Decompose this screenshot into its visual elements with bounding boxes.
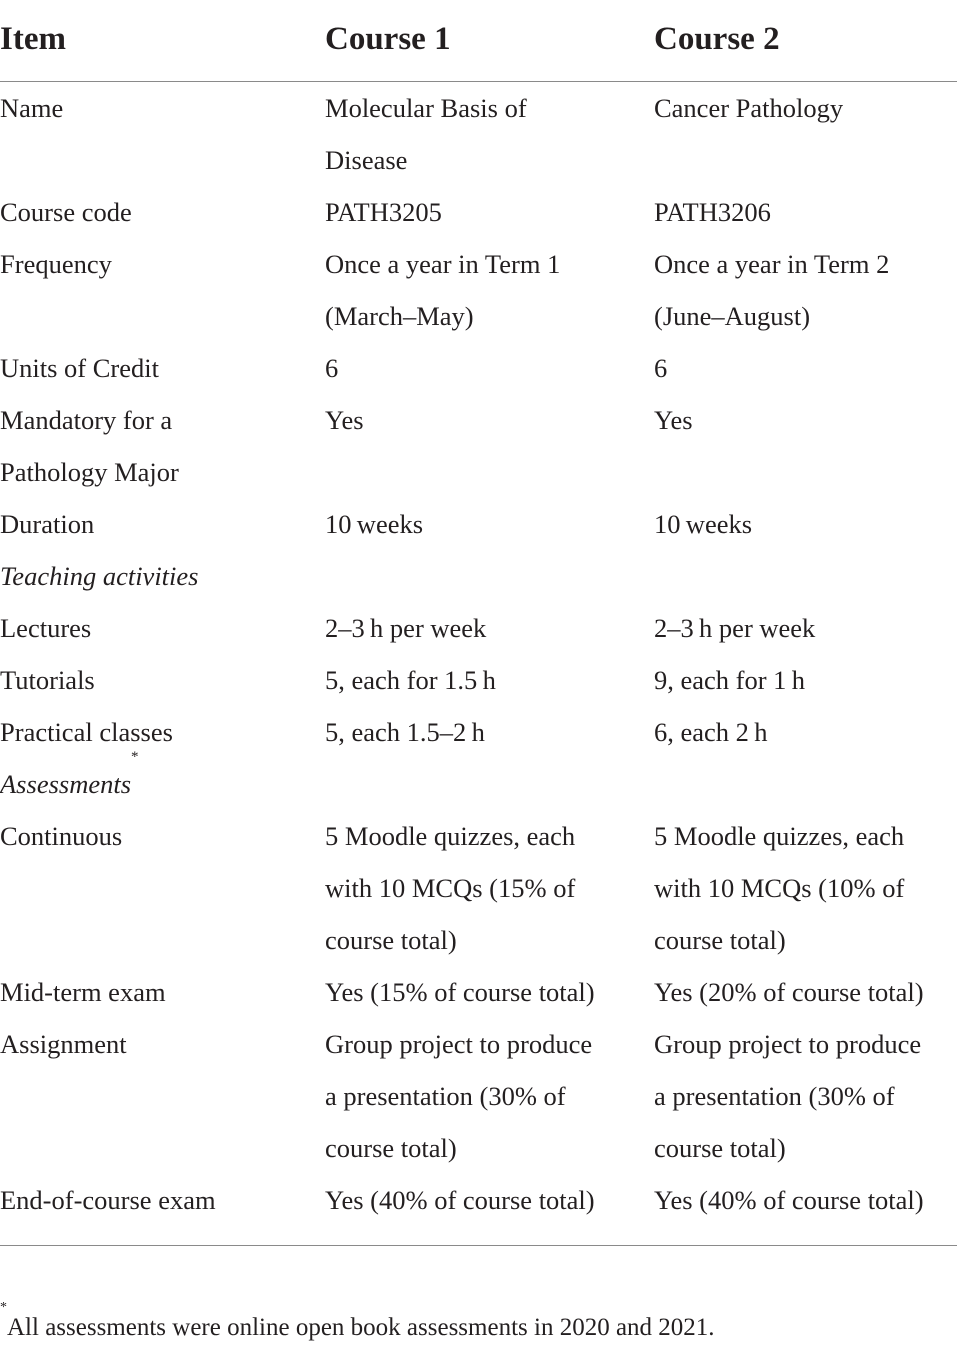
table-body	[0, 82, 957, 1246]
cell-course1: Yes (40% of course total)	[325, 1174, 654, 1246]
cell-item: Practical classes	[0, 717, 173, 747]
section-heading	[0, 749, 957, 810]
table-row	[0, 654, 957, 706]
cell-course1: Molecular Basis of Disease	[325, 93, 527, 175]
table-row	[0, 82, 957, 187]
cell-course1: Yes	[325, 405, 364, 435]
cell-course2: Group project to produce a presentation (30% of course total)	[654, 1029, 922, 1163]
footnote-reference: *	[131, 749, 139, 765]
cell-course2: 9, each for 1 h	[654, 665, 805, 695]
section-heading	[0, 550, 957, 602]
table-row	[0, 186, 957, 238]
table-row	[0, 966, 957, 1018]
header-course-2: Course 2	[654, 0, 957, 82]
cell-item: Lectures	[0, 613, 92, 643]
cell-course2: Yes (40% of course total)	[654, 1174, 957, 1246]
cell-course2: 6, each 2 h	[654, 717, 768, 747]
cell-course2: PATH3206	[654, 197, 771, 227]
cell-item: End-of-course exam	[0, 1174, 325, 1246]
cell-course2: 5 Moodle quizzes, each with 10 MCQs (10% of course total)	[654, 821, 905, 955]
table-row	[0, 498, 957, 550]
footnote-text: All assessments were online open book assessments in 2020 and 2021.	[7, 1314, 715, 1341]
cell-item: Mid-term exam	[0, 977, 166, 1007]
cell-course1: 6	[325, 353, 339, 383]
header-course-1: Course 1	[325, 0, 654, 82]
cell-item: Frequency	[0, 249, 112, 279]
cell-course1: 5, each for 1.5 h	[325, 665, 496, 695]
table-row	[0, 1018, 957, 1174]
footnote	[0, 1300, 715, 1348]
section-label: Teaching activities	[0, 561, 199, 591]
cell-course2: 2–3 h per week	[654, 613, 816, 643]
cell-item: Units of Credit	[0, 353, 159, 383]
cell-course2: 6	[654, 353, 668, 383]
section-label: Assessments	[0, 769, 132, 799]
cell-item: Duration	[0, 509, 95, 539]
cell-course1: Once a year in Term 1 (March–May)	[325, 249, 561, 331]
table-row	[0, 342, 957, 394]
cell-course1: 10 weeks	[325, 509, 424, 539]
cell-course2: Yes (20% of course total)	[654, 977, 924, 1007]
table-row	[0, 810, 957, 966]
cell-item: Continuous	[0, 821, 123, 851]
table-header	[0, 0, 957, 82]
cell-course1: 5, each 1.5–2 h	[325, 717, 485, 747]
section-row	[0, 758, 957, 810]
cell-item: Course code	[0, 197, 132, 227]
table-row	[0, 238, 957, 342]
cell-item: Assignment	[0, 1029, 127, 1059]
cell-course1: PATH3205	[325, 197, 442, 227]
cell-item: Name	[0, 93, 64, 123]
cell-course1: 2–3 h per week	[325, 613, 487, 643]
cell-course2: Yes	[654, 405, 693, 435]
header-item: Item	[0, 0, 325, 82]
section-row	[0, 550, 957, 602]
cell-item: Mandatory for a Pathology Major	[0, 405, 179, 487]
table-row	[0, 706, 957, 758]
cell-course2: 10 weeks	[654, 509, 753, 539]
footnote-mark: *	[0, 1300, 7, 1315]
cell-course1: Group project to produce a presentation (30% of course total)	[325, 1029, 593, 1163]
table-row	[0, 1174, 957, 1246]
cell-course1: Yes (15% of course total)	[325, 977, 595, 1007]
cell-item: Tutorials	[0, 665, 95, 695]
table-row	[0, 602, 957, 654]
cell-course2: Once a year in Term 2 (June–August)	[654, 249, 890, 331]
cell-course1: 5 Moodle quizzes, each with 10 MCQs (15% of course total)	[325, 821, 576, 955]
header-row	[0, 0, 957, 82]
cell-course2: Cancer Pathology	[654, 93, 844, 123]
table-row	[0, 394, 957, 498]
